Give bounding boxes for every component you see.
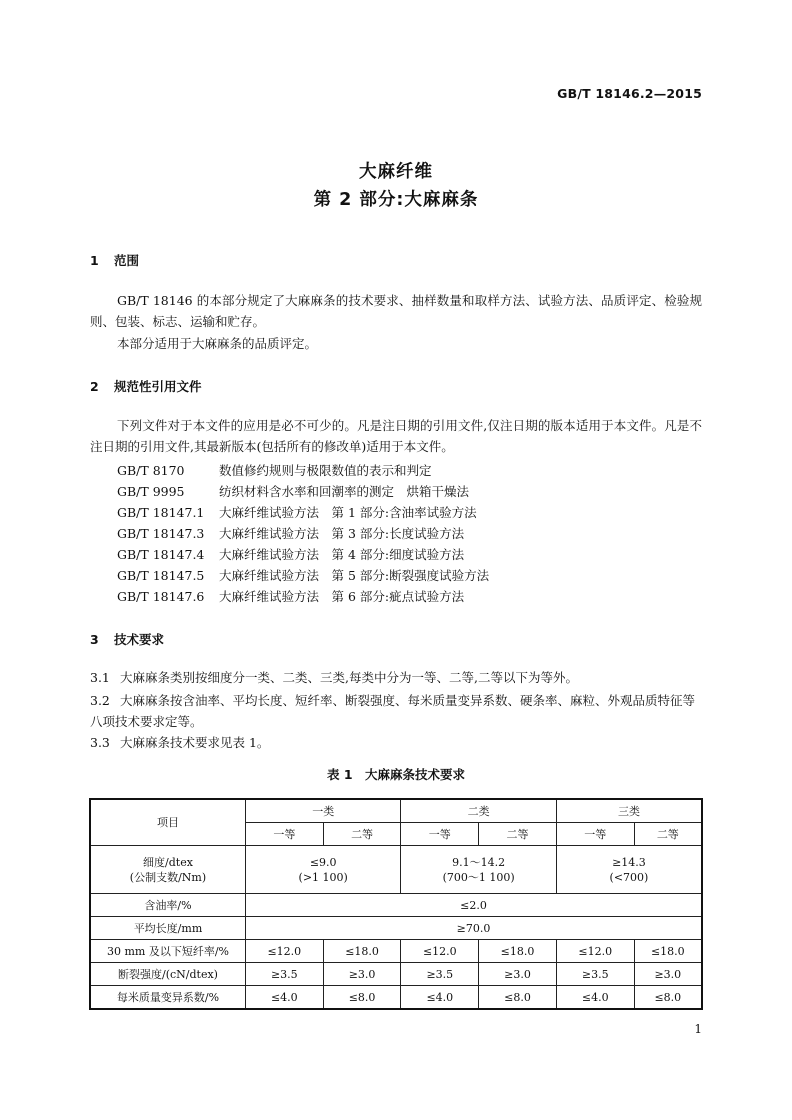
grade-header-cell: 二等: [634, 823, 702, 846]
scope-paragraph: GB/T 18146 的本部分规定了大麻麻条的技术要求、抽样数量和取样方法、试验方法、品质评定、检验规则、包装、标志、运输和贮存。: [90, 293, 702, 329]
row-label-cell: 30 mm 及以下短纤率/%: [90, 940, 245, 963]
table-cell: ≥3.5: [245, 963, 323, 986]
table-caption: 表 1 大麻麻条技术要求: [326, 767, 466, 782]
cell-line: ≤9.0: [309, 855, 337, 869]
scope-applicability: 本部分适用于大麻麻条的品质评定。: [117, 336, 318, 351]
class-header-cell: 三类: [556, 799, 702, 823]
clause-number: 3.3: [90, 735, 110, 750]
table-cell: ≤18.0: [634, 940, 702, 963]
table-cell: ≤12.0: [245, 940, 323, 963]
section-title: 规范性引用文件: [114, 379, 202, 394]
table-cell: ≥3.0: [634, 963, 702, 986]
reference-code: GB/T 18147.6: [117, 589, 205, 604]
row-label-cell: [90, 846, 245, 894]
references-intro: 下列文件对于本文件的应用是必不可少的。凡是注日期的引用文件,仅注日期的版本适用于本文件。凡是不注日期的引用文件,其最新版本(包括所有的修改单)适用于本文件。: [90, 418, 702, 454]
grade-header-cell: 二等: [323, 823, 401, 846]
section-heading-scope: [90, 251, 139, 269]
reference-title: 大麻纤维试验方法 第 1 部分:含油率试验方法: [219, 505, 477, 520]
reference-item: [117, 587, 464, 605]
document-title: 大麻纤维: [359, 162, 433, 182]
reference-code: GB/T 18147.5: [117, 568, 205, 583]
grade-header-cell: 一等: [245, 823, 323, 846]
table-cell: ≤8.0: [634, 986, 702, 1010]
reference-code: GB/T 18147.4: [117, 547, 205, 562]
row-label-line: (公制支数/Nm): [129, 870, 207, 884]
clause-3-2: [90, 690, 702, 732]
clause-text: 大麻麻条技术要求见表 1。: [120, 735, 270, 750]
table-row: [90, 986, 702, 1010]
table-cell: ≤8.0: [479, 986, 557, 1010]
reference-code: GB/T 8170: [117, 463, 185, 478]
cell-line: (<700): [609, 870, 649, 884]
table-cell: ≥3.5: [401, 963, 479, 986]
reference-item: [117, 545, 464, 563]
document-subtitle: 第 2 部分:大麻麻条: [313, 190, 479, 210]
table-cell: [245, 846, 400, 894]
row-label-cell: 每米质量变异系数/%: [90, 986, 245, 1010]
table-cell: ≤18.0: [479, 940, 557, 963]
clause-text: 大麻麻条类别按细度分一类、二类、三类,每类中分为一等、二等,二等以下为等外。: [120, 670, 578, 685]
reference-item: [117, 503, 477, 521]
table-cell: [401, 846, 556, 894]
reference-item: [117, 482, 469, 500]
table-row: [90, 917, 702, 940]
table-row: [90, 846, 702, 894]
section-number: 3: [90, 632, 99, 647]
page-number: 1: [694, 1022, 702, 1036]
table-cell: ≤2.0: [245, 894, 702, 917]
section-title: 技术要求: [114, 632, 165, 647]
class-header-cell: 一类: [245, 799, 400, 823]
reference-code: GB/T 9995: [117, 484, 185, 499]
reference-title: 大麻纤维试验方法 第 3 部分:长度试验方法: [219, 526, 465, 541]
table-row: [90, 963, 702, 986]
clause-3-3: [90, 732, 702, 753]
grade-header-cell: 一等: [401, 823, 479, 846]
table-header-row: [90, 799, 702, 823]
table-cell: ≤4.0: [401, 986, 479, 1010]
cell-line: (>1 100): [298, 870, 348, 884]
cell-line: (700～1 100): [442, 870, 515, 884]
table-cell: ≤4.0: [245, 986, 323, 1010]
item-header-cell: 项目: [90, 799, 245, 846]
clause-3-1: [90, 667, 702, 688]
row-label-cell: 断裂强度/(cN/dtex): [90, 963, 245, 986]
clause-number: 3.1: [90, 670, 110, 685]
table-cell: ≤18.0: [323, 940, 401, 963]
table-cell: ≤4.0: [556, 986, 634, 1010]
technical-requirements-table: [89, 798, 703, 1010]
class-header-cell: 二类: [401, 799, 556, 823]
reference-title: 数值修约规则与极限数值的表示和判定: [219, 463, 432, 478]
reference-title: 纺织材料含水率和回潮率的测定 烘箱干燥法: [219, 484, 470, 499]
reference-title: 大麻纤维试验方法 第 4 部分:细度试验方法: [219, 547, 465, 562]
section-number: 1: [90, 253, 99, 268]
table-cell: ≥70.0: [245, 917, 702, 940]
section-number: 2: [90, 379, 99, 394]
table-cell: ≤12.0: [401, 940, 479, 963]
table-cell: ≤12.0: [556, 940, 634, 963]
section-heading-technical-requirements: [90, 630, 164, 648]
table-cell: [556, 846, 702, 894]
standard-code: GB/T 18146.2—2015: [557, 86, 702, 101]
row-label-cell: 平均长度/mm: [90, 917, 245, 940]
cell-line: ≥14.3: [612, 855, 646, 869]
table-row: [90, 894, 702, 917]
reference-item: [117, 524, 464, 542]
reference-item: [117, 461, 432, 479]
cell-line: 9.1～14.2: [452, 855, 506, 869]
grade-header-cell: 一等: [556, 823, 634, 846]
reference-item: [117, 566, 489, 584]
section-title: 范围: [114, 253, 140, 268]
table-cell: ≥3.0: [323, 963, 401, 986]
table-cell: ≥3.0: [479, 963, 557, 986]
table-row: [90, 940, 702, 963]
table-cell: ≥3.5: [556, 963, 634, 986]
clause-number: 3.2: [90, 693, 110, 708]
table-cell: ≤8.0: [323, 986, 401, 1010]
row-label-line: 细度/dtex: [143, 855, 193, 869]
reference-code: GB/T 18147.1: [117, 505, 205, 520]
clause-text: 大麻麻条按含油率、平均长度、短纤率、断裂强度、每米质量变异系数、硬条率、麻粒、外观品质特征等八项技术要求定等。: [90, 693, 696, 729]
reference-code: GB/T 18147.3: [117, 526, 205, 541]
row-label-cell: 含油率/%: [90, 894, 245, 917]
section-heading-normative-references: [90, 377, 202, 395]
reference-title: 大麻纤维试验方法 第 5 部分:断裂强度试验方法: [219, 568, 490, 583]
reference-title: 大麻纤维试验方法 第 6 部分:疵点试验方法: [219, 589, 465, 604]
grade-header-cell: 二等: [479, 823, 557, 846]
